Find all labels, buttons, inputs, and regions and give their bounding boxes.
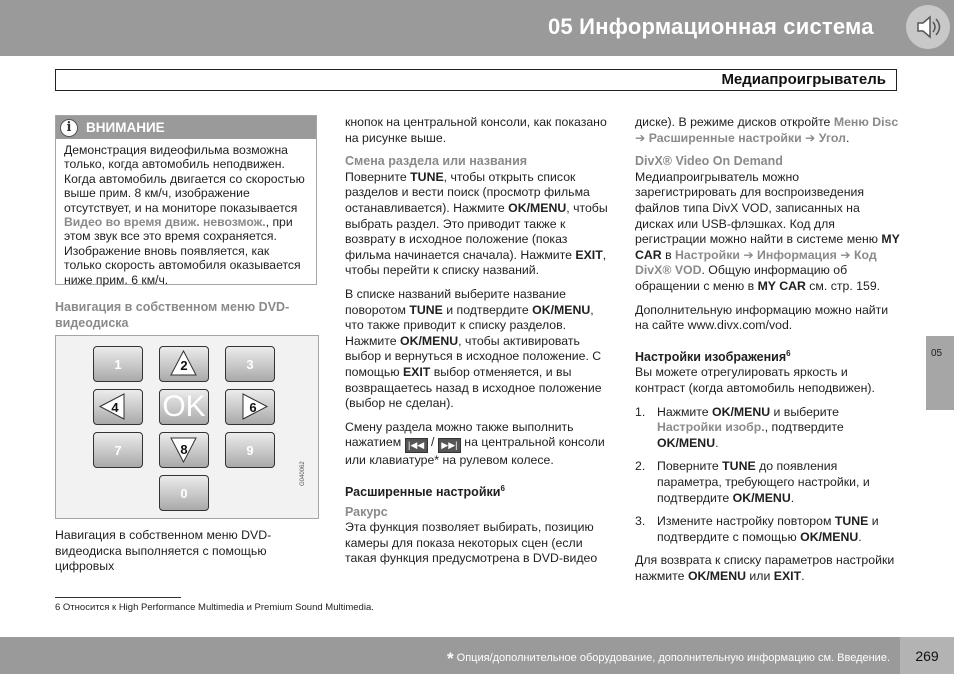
- key-1: [93, 346, 143, 382]
- menu-path: Настройки ➔ Информация ➔ Код DivX® VOD: [635, 247, 877, 278]
- warning-box: [55, 115, 317, 285]
- heading-angle: Ракурс: [345, 504, 388, 519]
- key-label: OK: [162, 390, 206, 423]
- text: , подтвердите: [764, 420, 844, 435]
- text: .: [790, 490, 795, 505]
- figure-code: G040062: [300, 461, 306, 486]
- footnote: 6 Относится к High Performance Multimedia и Premium Sound Multimedia.: [55, 602, 374, 613]
- ok-menu-label: OK/MENU: [508, 200, 567, 215]
- text: .: [801, 569, 805, 583]
- key-9: [225, 432, 275, 468]
- text: диске). В режиме дисков откройте: [635, 115, 834, 129]
- keypad-illustration: [55, 335, 319, 519]
- info-icon: i: [60, 119, 78, 137]
- exit-label: EXIT: [773, 569, 802, 583]
- key-7: [93, 432, 143, 468]
- step-item: [635, 514, 901, 545]
- ok-menu-label: OK/MENU: [400, 333, 459, 348]
- menu-path: Настройки изобр.: [657, 420, 765, 435]
- left-heading: Навигация в собственном меню DVD-видеодиска: [55, 300, 290, 330]
- heading-image-settings: [635, 346, 901, 366]
- right-paragraph-2: [635, 170, 901, 295]
- text: .: [858, 529, 862, 544]
- key-label: 0: [180, 485, 188, 501]
- right-paragraph-1: [635, 115, 901, 146]
- key-label: 9: [246, 442, 254, 458]
- text: в: [661, 247, 676, 262]
- ok-menu-label: OK/MENU: [800, 529, 859, 544]
- step-number: 1.: [635, 404, 646, 419]
- ok-menu-label: OK/MENU: [732, 490, 791, 505]
- chapter-side-tab: [926, 336, 954, 410]
- page-footer: [0, 637, 954, 674]
- skip-forward-icon: ▶▶|: [438, 438, 461, 453]
- key-label: 8: [180, 441, 188, 457]
- chapter-title: 05 Информационная система: [548, 14, 874, 39]
- asterisk: *: [447, 649, 454, 668]
- tune-label: TUNE: [410, 169, 444, 184]
- my-car-label: MY CAR: [757, 278, 806, 293]
- key-label: 7: [114, 442, 122, 458]
- right-column: [635, 115, 901, 593]
- exit-label: EXIT: [575, 247, 603, 262]
- text: , что также приводит к списку разделов. Нажмите: [345, 302, 594, 348]
- text: Для возврата к списку параметров настройки нажмите: [635, 553, 895, 583]
- text: Медиапроигрыватель можно зарегистрировать для воспроизведения файлов типа DivX VOD, записанных на дисках или USB-флэшках. Код для регистрации можно найти в системе меню: [635, 169, 882, 247]
- key-ok: [159, 389, 209, 425]
- page-header: [0, 0, 954, 56]
- ok-menu-label: OK/MENU: [687, 569, 747, 583]
- left-caption-block: [55, 528, 319, 583]
- key-label: 6: [249, 399, 257, 415]
- mid-paragraph-5: Эта функция позволяет выбирать, позицию камеры для показа некоторых сцен (если такая функция предусмотрена в DVD-видео: [345, 520, 598, 566]
- footnote-ref: 6: [786, 348, 791, 358]
- text: /: [427, 435, 438, 450]
- text: и подтвердите: [442, 302, 533, 317]
- tune-label: TUNE: [722, 459, 756, 474]
- warning-highlight: Видео во время движ. невозмож.: [64, 215, 266, 230]
- text: Настройки изображения: [635, 349, 787, 364]
- step-number: 3.: [635, 514, 646, 529]
- speaker-icon: [906, 5, 950, 49]
- mid-paragraph-2: [345, 170, 613, 279]
- footer-note: [447, 649, 890, 669]
- steps-list: [635, 405, 901, 546]
- text: на центральной консоли или клавиатуре* на рулевом колесе.: [345, 435, 605, 468]
- heading-chapter: Смена раздела или названия: [345, 154, 528, 169]
- mid-paragraph-3: [345, 287, 613, 412]
- footer-note-text: Опция/дополнительное оборудование, дополнительную информацию см. Введение.: [456, 652, 890, 664]
- middle-column: [345, 115, 613, 575]
- text: В списке названий выберите название поворотом: [345, 286, 566, 317]
- left-caption: Навигация в собственном меню DVD-видеодиска выполняется с помощью цифровых: [55, 528, 272, 574]
- menu-path: Меню Disc ➔ Расширенные настройки ➔ Угол: [635, 115, 899, 145]
- text: или: [746, 569, 774, 583]
- key-8-down: [159, 432, 209, 468]
- key-2-up: [159, 346, 209, 382]
- key-3: [225, 346, 275, 382]
- text: см. стр. 159.: [805, 278, 881, 293]
- key-label: 2: [180, 357, 188, 373]
- text: , чтобы активировать выбор и вернуться в исходное положение. С помощью: [345, 333, 602, 379]
- heading-advanced: [345, 481, 613, 501]
- text: , чтобы открыть список разделов и вести поиск (просмотр фильма останавливается). Нажмите: [345, 169, 590, 215]
- text: Измените настройку повтором: [657, 514, 835, 529]
- key-label: 4: [111, 399, 119, 415]
- text: до появления параметра, требующего настройки, и подтвердите: [657, 459, 870, 505]
- text: Поверните: [345, 169, 411, 184]
- warning-header: [56, 116, 316, 139]
- section-title: Медиапроигрыватель: [721, 71, 886, 88]
- right-paragraph-4: Вы можете отрегулировать яркость и контраст (когда автомобиль неподвижен).: [635, 365, 875, 396]
- text: .: [845, 130, 850, 145]
- mid-paragraph-4: [345, 420, 613, 469]
- text: выбор отменяется, и вы возвращаетесь назад в исходное положение (выбор не сделан).: [345, 364, 602, 411]
- warning-text-part: Демонстрация видеофильма возможна только, когда автомобиль неподвижен. Когда автомобиль двигается со скоростью выше прим. 8 км/ч, изображение отсутствует, и на мониторе показывается: [64, 143, 305, 215]
- text: , чтобы перейти к списку названий.: [345, 247, 607, 278]
- text: , чтобы выбрать раздел. Это приводит также к возврату в исходное положение (показ фильма начинается сначала). Нажмите: [345, 200, 608, 262]
- mid-paragraph-1: кнопок на центральной консоли, как показано на рисунке выше.: [345, 115, 607, 145]
- footnote-divider: [55, 597, 181, 598]
- exit-label: EXIT: [402, 364, 431, 379]
- section-bar: [55, 69, 897, 91]
- my-car-label: MY CAR: [635, 232, 900, 262]
- text: Поверните: [657, 459, 723, 474]
- text: .: [715, 435, 719, 450]
- ok-menu-label: OK/MENU: [532, 302, 591, 317]
- warning-text-part: , при этом звук все это время сохраняется. Изображение вновь появляется, как только скорость автомобиля оказывается ниже прим. 6 км/ч.: [64, 215, 301, 287]
- skip-back-icon: |◀◀: [405, 438, 428, 453]
- warning-title: ВНИМАНИЕ: [86, 119, 165, 135]
- side-tab-label: 05: [931, 348, 943, 359]
- text: и подтвердите с помощью: [657, 514, 879, 544]
- footnote-ref: 6: [500, 483, 505, 493]
- text: Нажмите: [657, 404, 713, 419]
- key-4-left: [93, 389, 143, 425]
- page-number: 269: [900, 637, 954, 674]
- tune-label: TUNE: [834, 514, 869, 529]
- step-item: [635, 459, 901, 506]
- step-item: [635, 405, 901, 452]
- key-6-right: [225, 389, 275, 425]
- key-label: 1: [114, 356, 122, 372]
- right-paragraph-3: Дополнительную информацию можно найти на сайте www.divx.com/vod.: [635, 302, 889, 333]
- ok-menu-label: OK/MENU: [712, 404, 771, 419]
- left-column: [55, 115, 319, 339]
- key-0: [159, 475, 209, 511]
- text: Смену раздела можно также выполнить нажатием: [345, 419, 574, 450]
- key-label: 3: [246, 356, 254, 372]
- right-paragraph-5: [635, 553, 901, 584]
- text: . Общую информацию об обращении с меню в: [635, 263, 848, 293]
- ok-menu-label: OK/MENU: [657, 435, 716, 450]
- text: и выберите: [770, 404, 839, 419]
- heading-divx: DivX® Video On Demand: [635, 154, 783, 169]
- warning-text: [56, 139, 316, 287]
- text: Расширенные настройки: [345, 485, 501, 500]
- tune-label: TUNE: [409, 302, 443, 317]
- step-number: 2.: [635, 459, 646, 474]
